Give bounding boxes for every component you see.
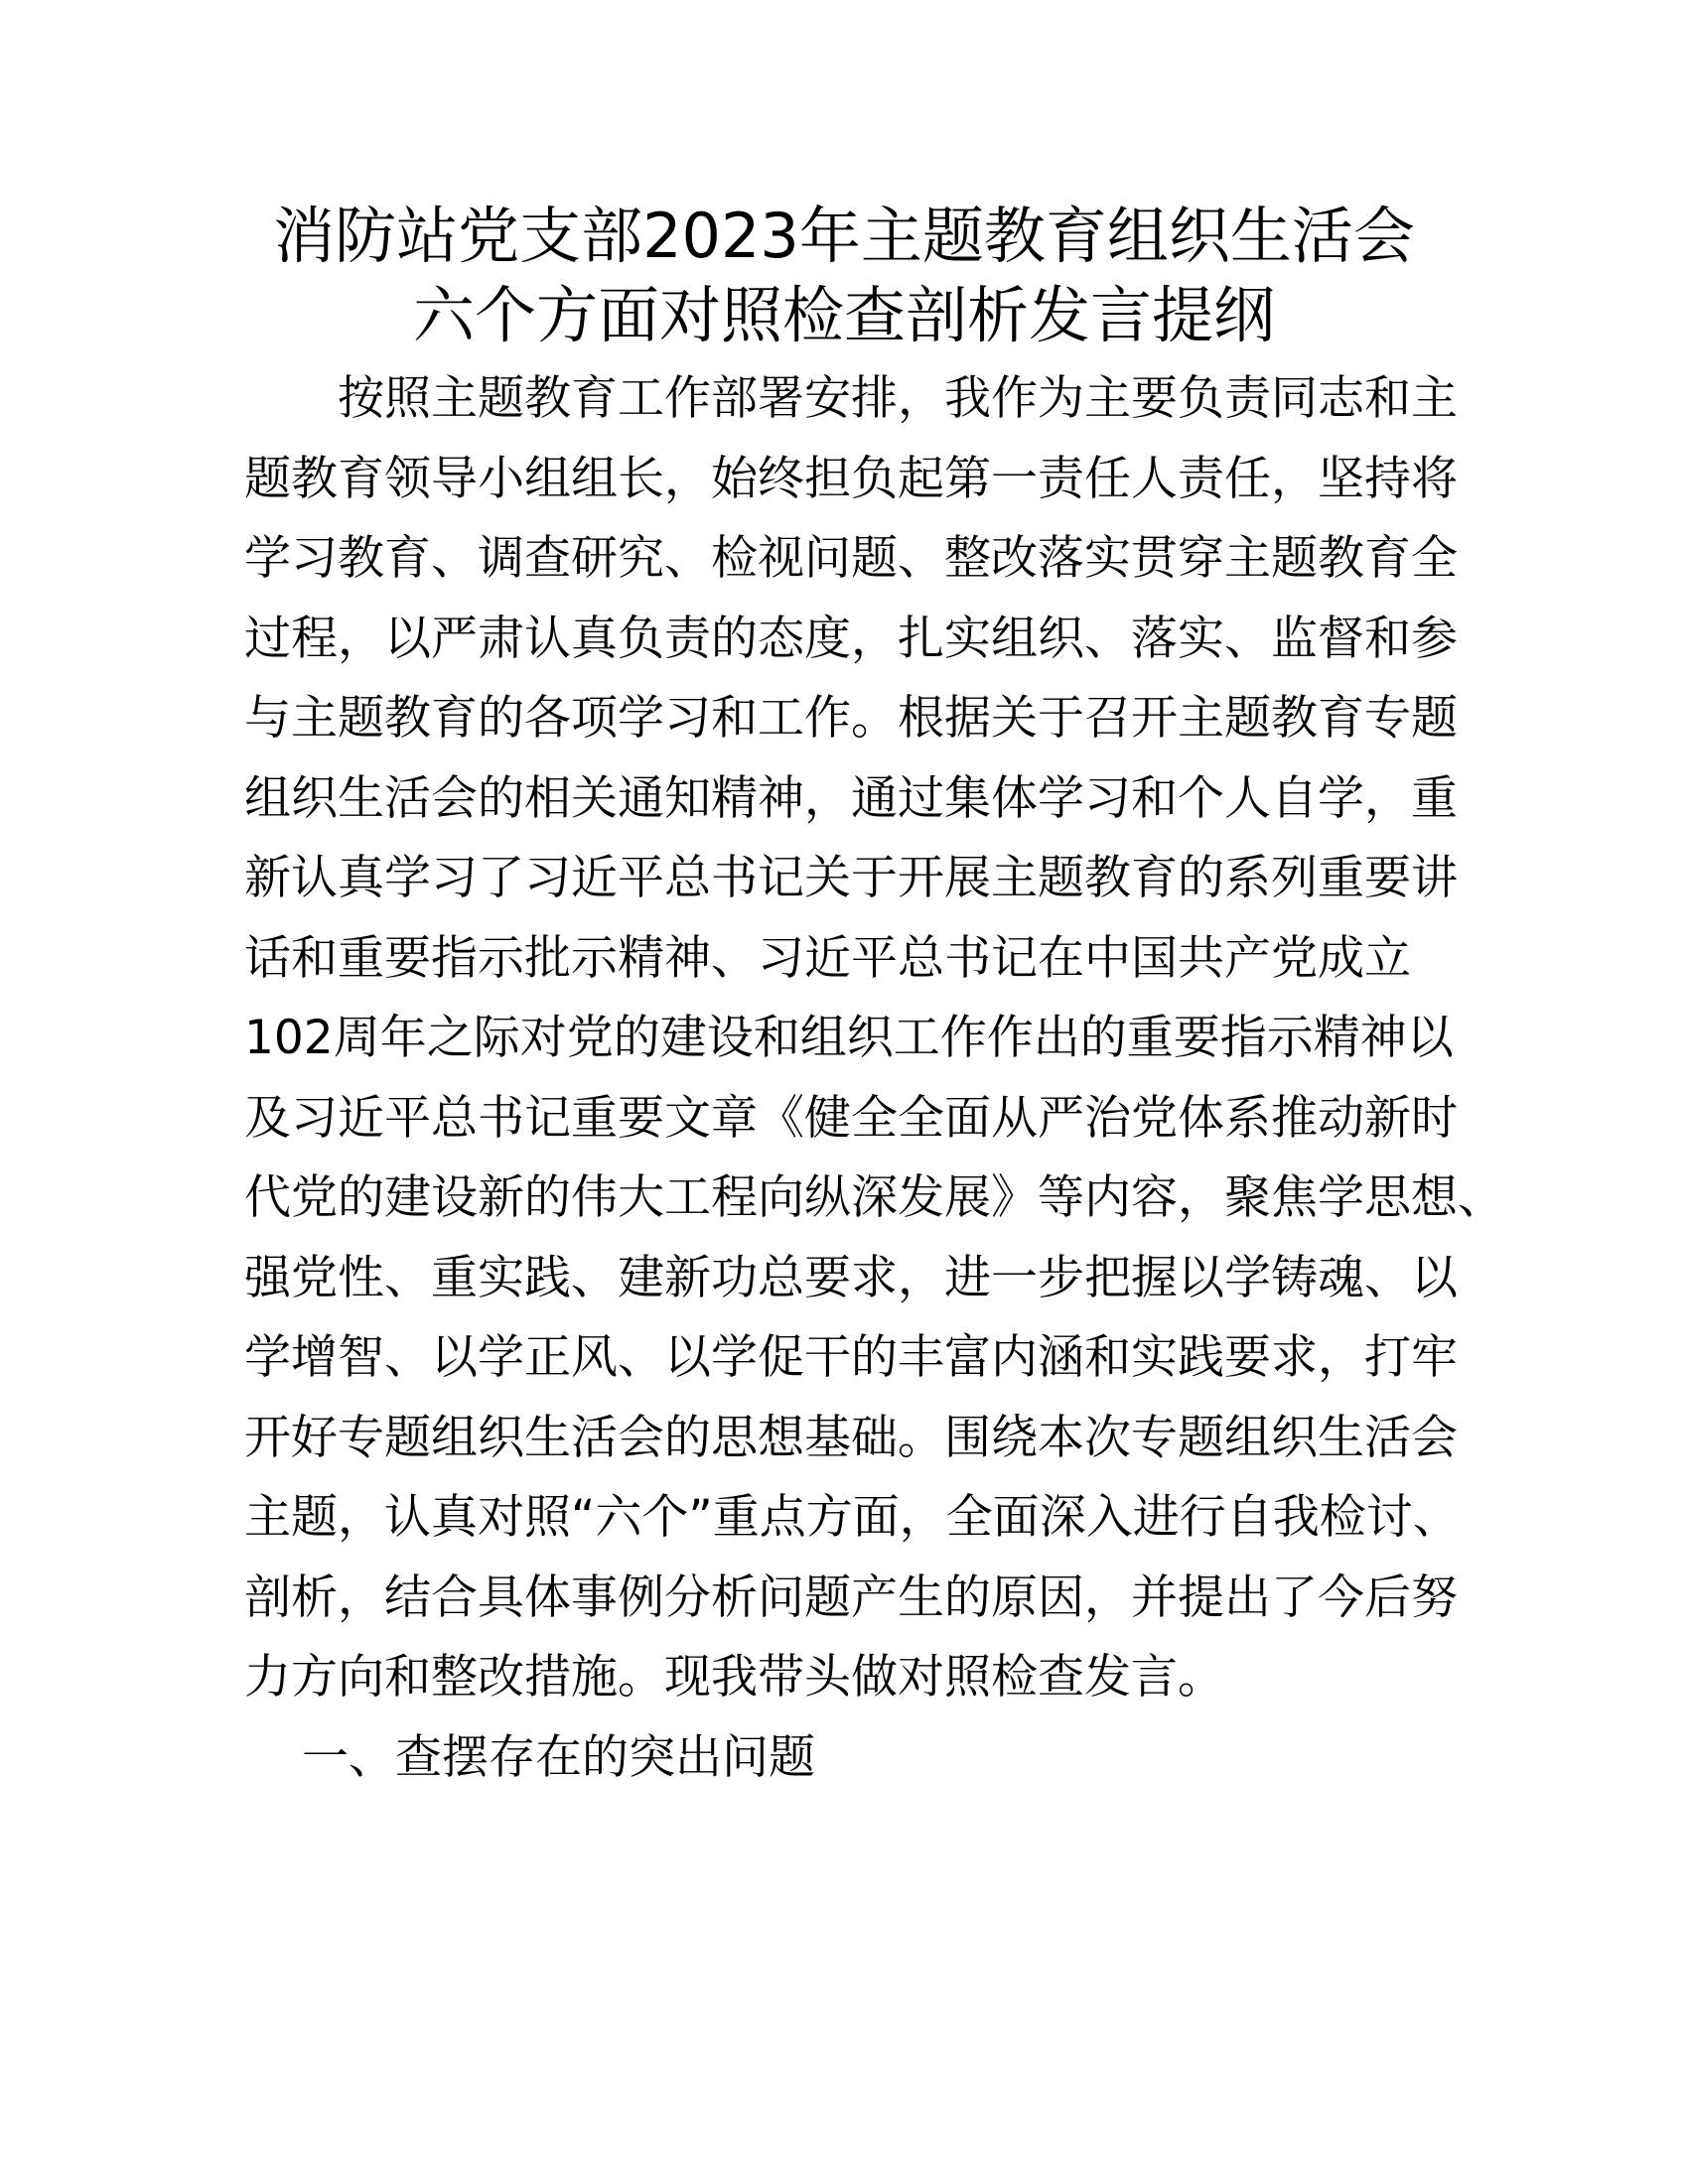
paragraph-line: 过程，以严肃认真负责的态度，扎实组织、落实、监督和参 bbox=[244, 611, 1458, 666]
title-line-1: 消防站党支部2023年主题教育组织生活会 bbox=[273, 200, 1415, 272]
paragraph-line: 学增智、以学正风、以学促干的丰富内涵和实践要求，打牢 bbox=[244, 1330, 1458, 1385]
paragraph-line: 按照主题教育工作部署安排，我作为主要负责同志和主 bbox=[338, 371, 1458, 426]
paragraph-line: 强党性、重实践、建新功总要求，进一步把握以学铸魂、以 bbox=[244, 1250, 1458, 1305]
paragraph-line: 力方向和整改措施。现我带头做对照检查发言。 bbox=[244, 1650, 1224, 1705]
paragraph-line: 主题，认真对照“六个”重点方面，全面深入进行自我检讨、 bbox=[244, 1490, 1460, 1545]
paragraph-line: 与主题教育的各项学习和工作。根据关于召开主题教育专题 bbox=[244, 691, 1458, 746]
paragraph-line: 代党的建设新的伟大工程向纵深发展》等内容，聚焦学思想、 bbox=[244, 1170, 1504, 1225]
paragraph-line: 话和重要指示批示精神、习近平总书记在中国共产党成立 bbox=[244, 930, 1411, 986]
body-text bbox=[244, 359, 1504, 1798]
paragraph-line: 学习教育、调查研究、检视问题、整改落实贯穿主题教育全 bbox=[244, 531, 1458, 586]
paragraph-line: 组织生活会的相关通知精神，通过集体学习和个人自学，重 bbox=[244, 770, 1458, 826]
document-title bbox=[199, 197, 1489, 355]
paragraph-line: 新认真学习了习近平总书记关于开展主题教育的系列重要讲 bbox=[244, 851, 1458, 905]
paragraph-line: 102周年之际对党的建设和组织工作作出的重要指示精神以 bbox=[244, 1011, 1454, 1065]
title-line-2: 六个方面对照检查剖析发言提纲 bbox=[412, 279, 1275, 351]
paragraph-line: 题教育领导小组组长，始终担负起第一责任人责任，坚持将 bbox=[244, 451, 1458, 506]
paragraph-line: 开好专题组织生活会的思想基础。围绕本次专题组织生活会 bbox=[244, 1410, 1458, 1465]
paragraph-line: 及习近平总书记重要文章《健全全面从严治党体系推动新时 bbox=[244, 1090, 1458, 1146]
paragraph-line: 剖析，结合具体事例分析问题产生的原因，并提出了今后努 bbox=[244, 1570, 1458, 1625]
section-heading: 一、查摆存在的突出问题 bbox=[302, 1729, 815, 1785]
